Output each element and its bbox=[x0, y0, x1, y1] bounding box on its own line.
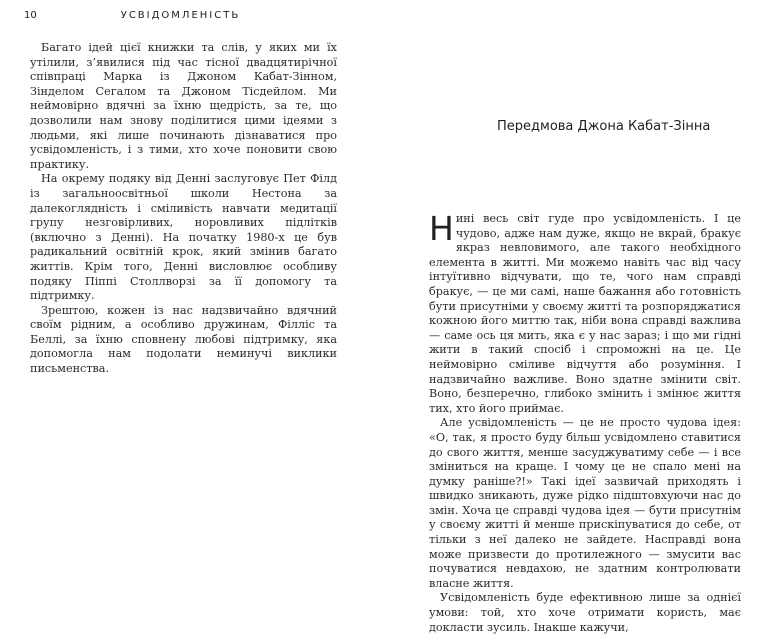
paragraph: На окрему подяку від Денні заслуговує Пет Філд із загальноосвітньої школи Нестона за далекоглядність і сміливість навчати медитації групу незговірливих, норовливих підлітків (включно з Денні). На початку 1980-х це був радикальний освітній крок, який змінив багато життів. Крім того, Денні висловлює особливу подяку Піппі Столлворзі за її допомогу та підтримку. bbox=[30, 172, 337, 303]
page-number: 10 bbox=[24, 10, 37, 21]
paragraph: Багато ідей цієї книжки та слів, у яких ми їх утілили, з’явилися під час тісної двадцятирічної співпраці Марка із Джоном Кабат-Зінном, Зінделом Сегалом та Джоном Тісдейлом. Ми неймовірно вдячні за їхню щедрість, за те, що дозволили нам знову поділитися цими ідеями з людьми, які лише починають дізнаватися про усвідомленість, і з тими, хто хоче поновити свою практику. bbox=[30, 41, 337, 171]
paragraph: Усвідомленість буде ефективною лише за однієї умови: той, хто хоче отримати користь, має докласти зусиль. Інакше кажучи, bbox=[429, 591, 741, 634]
opening-paragraph-text: ині весь світ гуде про усвідомленість. І це чудово, адже нам дуже, якщо не вкрай, бракує якраз невловимого, але такого необхідного елемента в житті. Ми можемо навіть час від часу інтуїтивно відчувати, що те, чого нам справді бракує, — це ми самі, наше бажання або готовність бути присутніми у своєму житті та розпоряджатися кожною його миттю так, ніби вона справді важлива — саме ось ця мить, яка є у нас зараз; і що ми гідні жити в такий спосіб і спроможні на це. Це неймовірно сміливе відчуття або розуміння. І надзвичайно важливе. Воно здатне змінити світ. Воно, безперечно, глибоко змінить і змінює життя тих, хто його приймає. bbox=[429, 212, 741, 415]
chapter-title: Передмова Джона Кабат-Зінна bbox=[497, 119, 711, 134]
right-body-text bbox=[429, 209, 741, 635]
opening-paragraph bbox=[429, 209, 741, 416]
paragraph: Зрештою, кожен із нас надзвичайно вдячний своїм рідним, а особливо дружинам, Філліс та Беллі, за їхню сповнену любові підтримку, яка допомогла нам подолати неминучі виклики письменства. bbox=[30, 303, 337, 376]
left-page bbox=[0, 0, 389, 536]
drop-cap: Н bbox=[429, 209, 454, 248]
running-head-title: УСВІДОМЛЕНІСТЬ bbox=[120, 10, 241, 21]
paragraph: Але усвідомленість — це не просто чудова ідея: «О, так, я просто буду більш усвідомлено ставитися до свого життя, менше засуджуватиму себе — і все зміниться на краще. І чому це не спало мені на думку раніше?!» Такі ідеї зазвичай приходять і швидко зникають, дуже рідко підштовхуючи нас до змін. Хоча це справді чудова ідея — бути присутнім у своєму житті й менше прискіпуватися до себе, от тільки з неї далеко не зайдете. Насправді вона може призвести до протилежного — змусити вас почуватися невдахою, не здатним контролювати власне життя. bbox=[429, 416, 741, 590]
running-head bbox=[24, 10, 240, 21]
left-body-text bbox=[30, 41, 337, 377]
